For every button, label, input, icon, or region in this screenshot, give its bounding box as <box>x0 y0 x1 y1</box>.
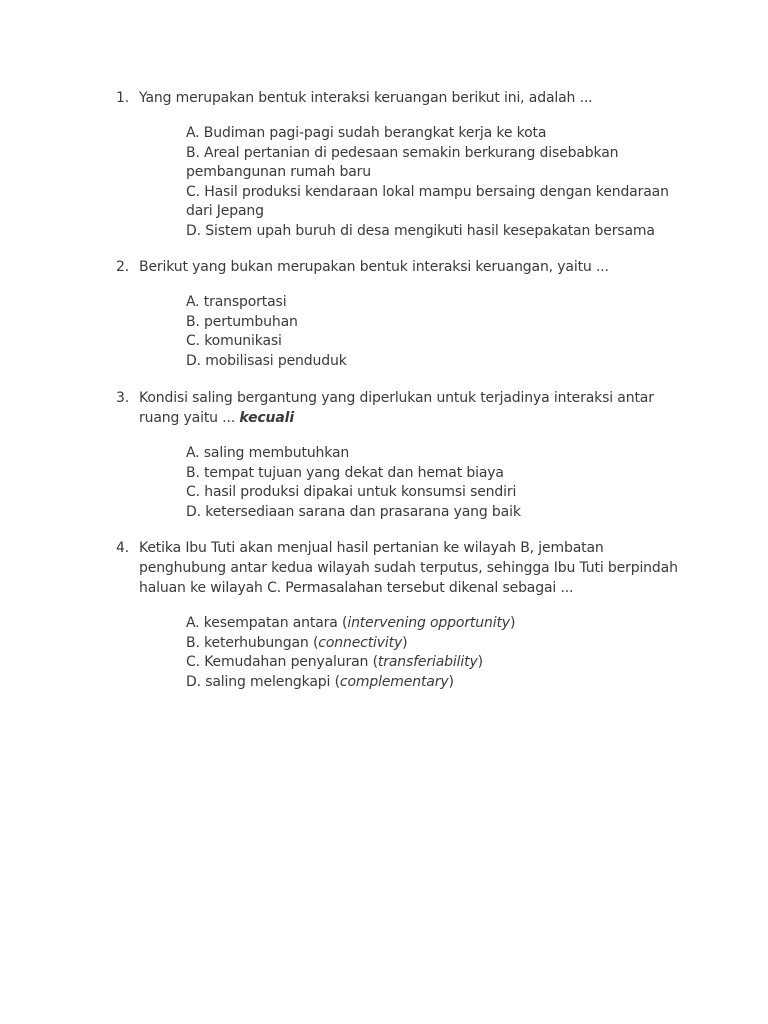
question-text: Yang merupakan bentuk interaksi keruangan berikut ini, adalah ... <box>139 90 593 106</box>
option-a <box>186 614 686 634</box>
question-text: Ketika Ibu Tuti akan menjual hasil pertanian ke wilayah B, jembatan penghubung antar kedua wilayah sudah terputus, sehingga Ibu Tuti berpindah haluan ke wilayah C. Permasalahan tersebut dikenal sebagai ... <box>139 540 678 596</box>
option-list <box>186 614 686 692</box>
question-number: 2. <box>116 259 130 275</box>
question-4 <box>116 538 686 692</box>
question-emphasis: kecuali <box>239 410 294 426</box>
option-close: ) <box>402 634 408 651</box>
option-label: A. kesempatan antara ( <box>186 615 348 631</box>
option-b: B. pertumbuhan <box>186 313 298 330</box>
option-close: ) <box>448 673 454 690</box>
option-close: ) <box>509 615 516 631</box>
option-label: D. saling melengkapi ( <box>186 673 340 690</box>
option-close: ) <box>477 654 483 671</box>
option-a: A. saling membutuhkan <box>186 445 350 461</box>
option-c <box>186 653 686 673</box>
option-b: B. tempat tujuan yang dekat dan hemat biaya <box>186 464 504 481</box>
option-list <box>186 444 686 522</box>
option-term: transferiability <box>377 654 478 671</box>
option-term: intervening opportunity <box>347 615 510 631</box>
option-a: A. Budiman pagi-pagi sudah berangkat kerja ke kota <box>186 125 547 141</box>
question-1 <box>116 88 686 242</box>
question-number: 1. <box>116 90 130 106</box>
question-text: Berikut yang bukan merupakan bentuk interaksi keruangan, yaitu ... <box>139 259 609 275</box>
question-number: 3. <box>116 390 130 406</box>
option-c: C. Hasil produksi kendaraan lokal mampu bersaing dengan kendaraan dari Jepang <box>186 183 669 220</box>
option-d: D. mobilisasi penduduk <box>186 352 347 369</box>
question-3 <box>116 388 686 522</box>
option-label: B. keterhubungan ( <box>186 634 319 651</box>
option-c: C. hasil produksi dipakai untuk konsumsi sendiri <box>186 484 517 501</box>
option-label: C. Kemudahan penyaluran ( <box>186 654 378 671</box>
option-term: complementary <box>339 673 449 690</box>
option-d <box>186 673 686 693</box>
option-b <box>186 634 686 654</box>
option-d: D. ketersediaan sarana dan prasarana yang baik <box>186 503 521 520</box>
option-c: C. komunikasi <box>186 333 282 350</box>
question-text <box>139 388 659 428</box>
option-list <box>186 124 686 242</box>
option-b: B. Areal pertanian di pedesaan semakin berkurang disebabkan pembangunan rumah baru <box>186 144 619 181</box>
option-term: connectivity <box>318 634 403 651</box>
question-number: 4. <box>116 540 130 556</box>
question-text-main: Kondisi saling bergantung yang diperlukan untuk terjadinya interaksi antar ruang yaitu ... <box>139 390 654 426</box>
option-d: D. Sistem upah buruh di desa mengikuti hasil kesepakatan bersama <box>186 222 655 239</box>
question-2 <box>116 257 686 371</box>
option-a: A. transportasi <box>186 294 287 310</box>
option-list <box>186 293 686 371</box>
